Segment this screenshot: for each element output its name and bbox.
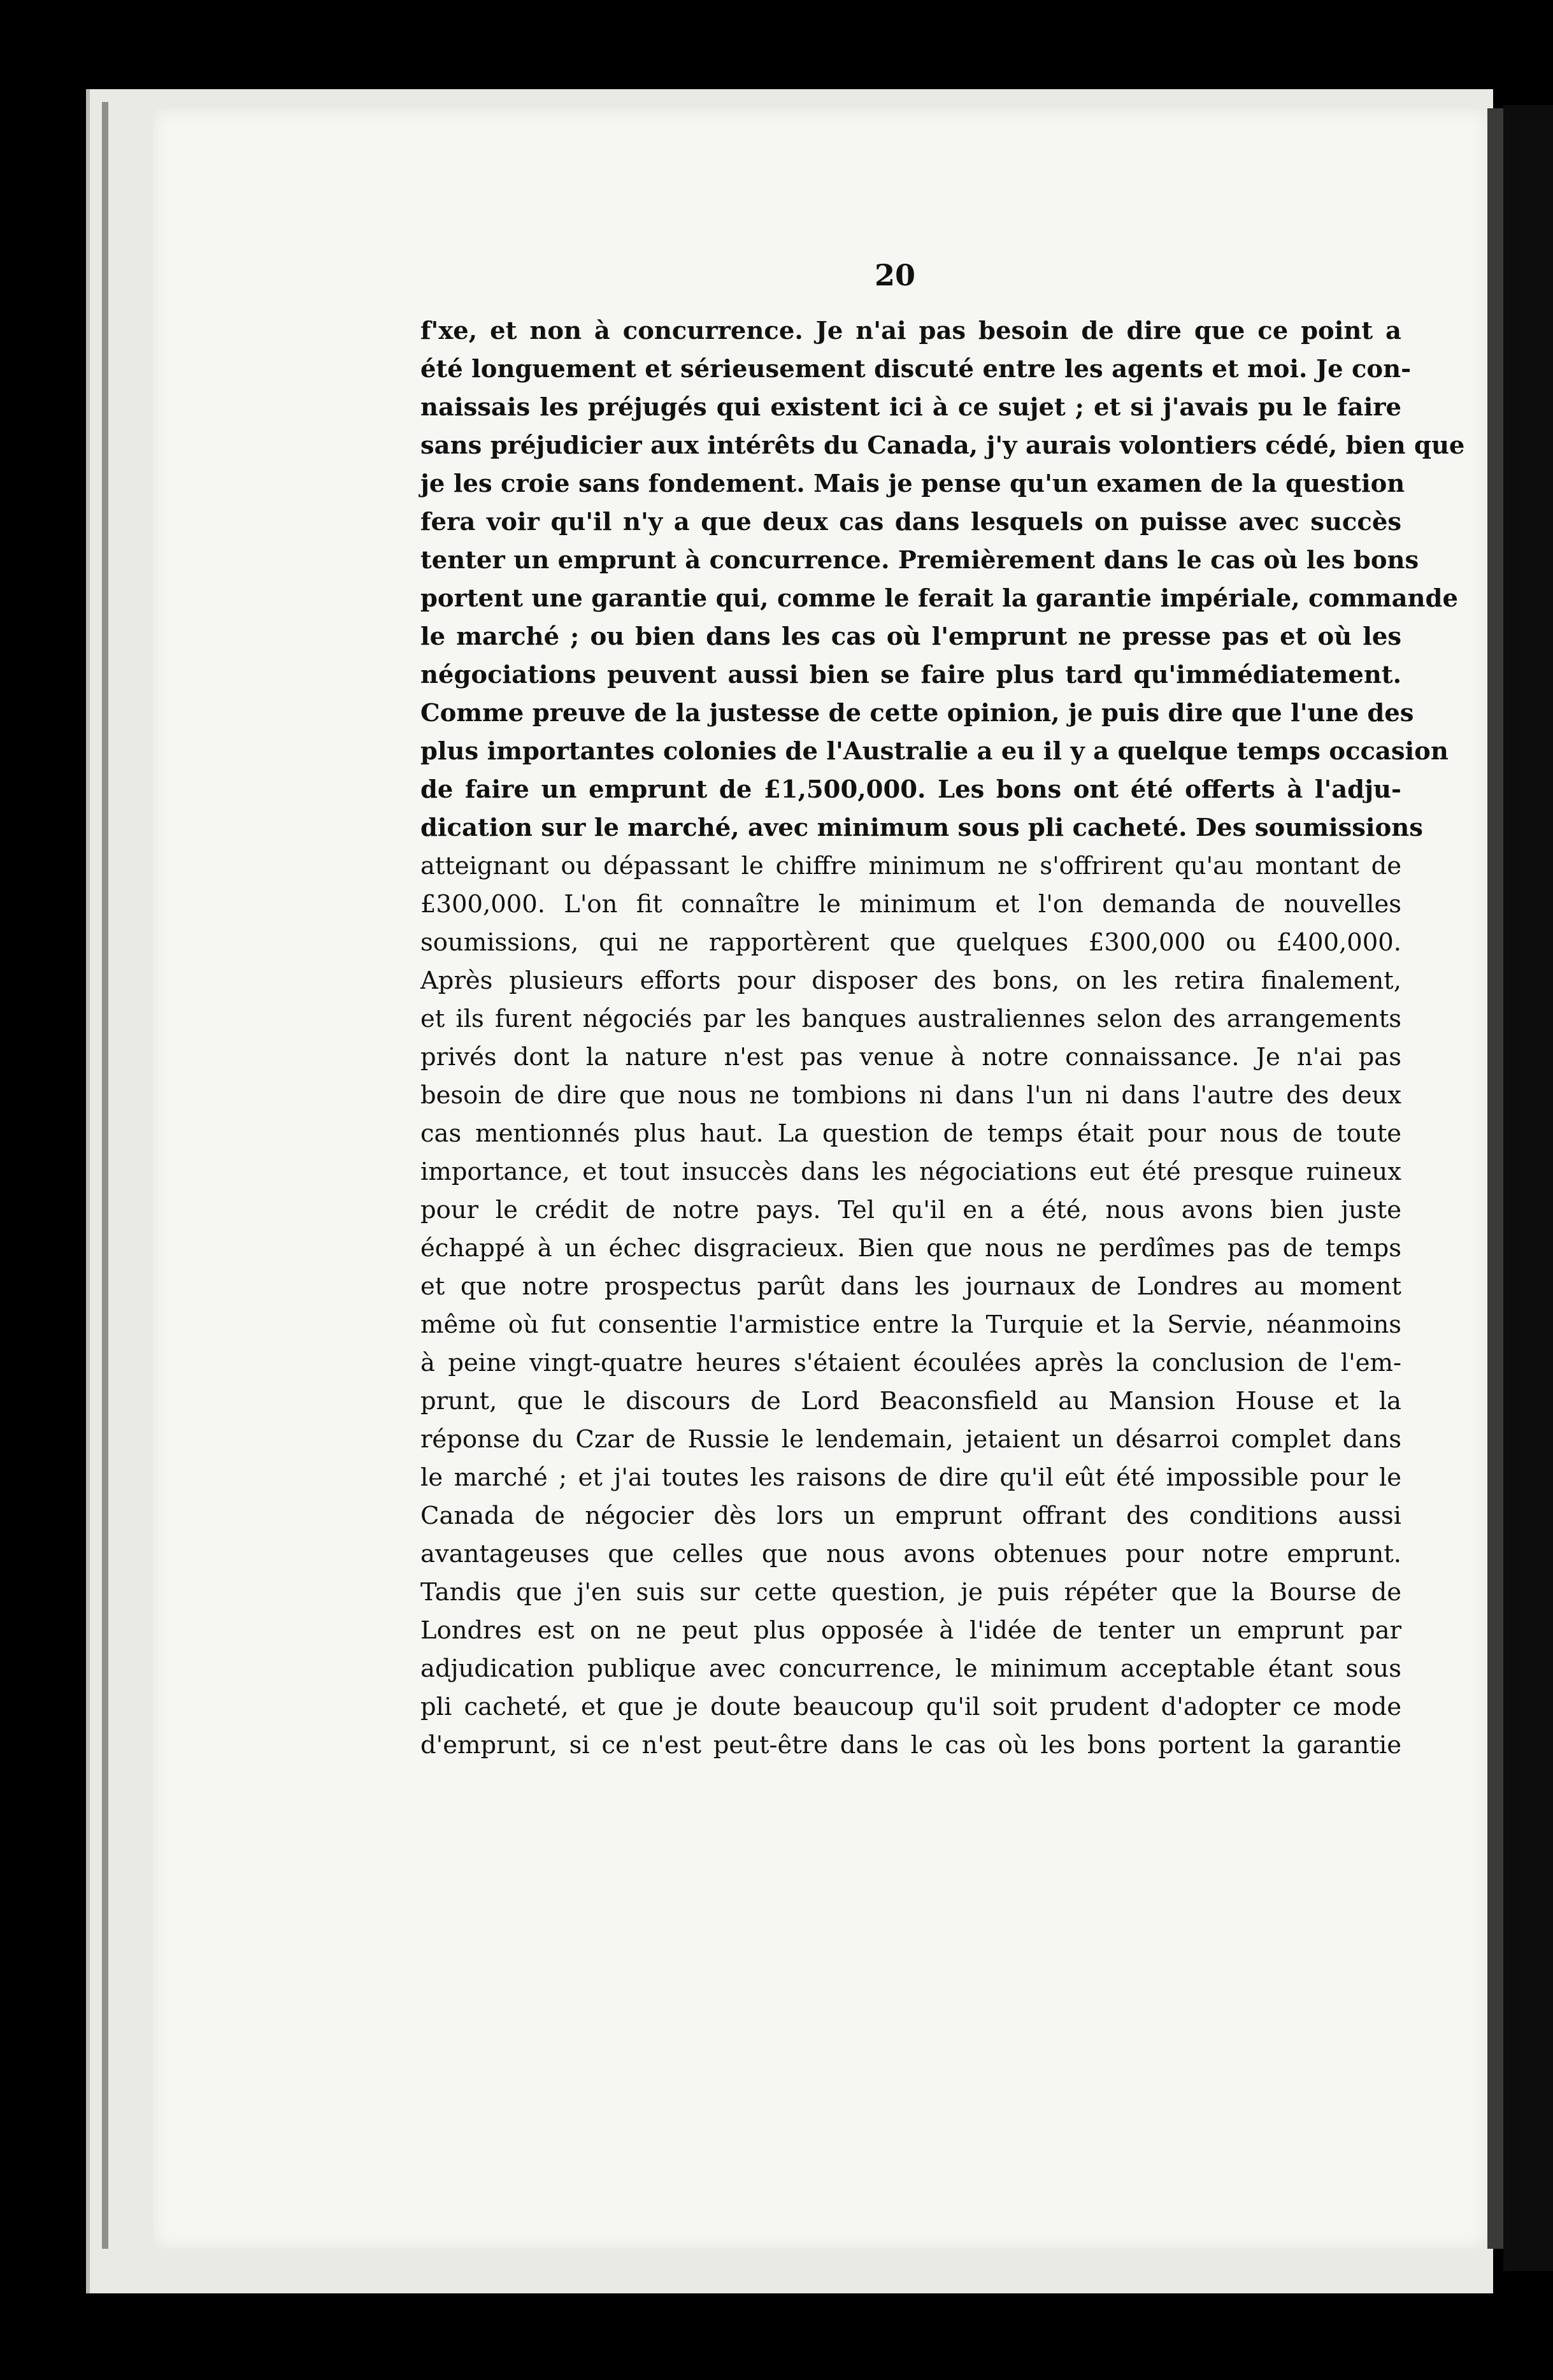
text-line: naissais les préjugés qui existent ici à ce sujet ; et si j'avais pu le faire xyxy=(420,393,1401,422)
page-number: 20 xyxy=(874,258,915,292)
text-line: été longuement et sérieusement discuté entre les agents et moi. Je con- xyxy=(420,355,1412,384)
text-line: adjudication publique avec concurrence, le minimum acceptable étant sous xyxy=(420,1654,1401,1683)
text-line: et ils furent négociés par les banques australiennes selon des arrangements xyxy=(420,1005,1401,1033)
text-line: Londres est on ne peut plus opposée à l'idée de tenter un emprunt par xyxy=(420,1616,1401,1645)
text-line: à peine vingt-quatre heures s'étaient écoulées après la conclusion de l'em- xyxy=(420,1349,1401,1377)
text-line: je les croie sans fondement. Mais je pense qu'un examen de la question xyxy=(420,470,1405,498)
text-line: Tandis que j'en suis sur cette question, je puis répéter que la Bourse de xyxy=(420,1578,1401,1607)
body-text xyxy=(420,312,1465,1765)
text-line: f'xe, et non à concurrence. Je n'ai pas besoin de dire que ce point a xyxy=(420,317,1401,345)
text-line: sans préjudicier aux intérêts du Canada, j'y aurais volontiers cédé, bien que xyxy=(420,431,1465,460)
text-line: et que notre prospectus parût dans les journaux de Londres au moment xyxy=(420,1272,1401,1301)
text-line: pli cacheté, et que je doute beaucoup qu'il soit prudent d'adopter ce mode xyxy=(420,1693,1401,1721)
text-line: pour le crédit de notre pays. Tel qu'il en a été, nous avons bien juste xyxy=(420,1196,1401,1224)
text-line: atteignant ou dépassant le chiffre minimum ne s'offrirent qu'au montant de xyxy=(420,852,1401,880)
text-line: importance, et tout insuccès dans les négociations eut été presque ruineux xyxy=(420,1158,1401,1186)
text-line: soumissions, qui ne rapportèrent que quelques £300,000 ou £400,000. xyxy=(420,928,1401,957)
text-line: plus importantes colonies de l'Australie a eu il y a quelque temps occasion xyxy=(420,737,1449,766)
text-line: d'emprunt, si ce n'est peut-être dans le cas où les bons portent la garantie xyxy=(420,1731,1401,1760)
text-line: privés dont la nature n'est pas venue à notre connaissance. Je n'ai pas xyxy=(420,1043,1401,1072)
text-line: fera voir qu'il n'y a que deux cas dans lesquels on puisse avec succès xyxy=(420,508,1401,536)
page-gutter-shadow xyxy=(1487,108,1505,2249)
text-line: le marché ; et j'ai toutes les raisons de dire qu'il eût été impossible pour le xyxy=(420,1463,1401,1492)
book-spine-edge xyxy=(1503,105,1553,2271)
text-line: le marché ; ou bien dans les cas où l'emprunt ne presse pas et où les xyxy=(420,622,1401,651)
text-line: négociations peuvent aussi bien se faire plus tard qu'immédiatement. xyxy=(420,661,1401,689)
text-line: tenter un emprunt à concurrence. Premièrement dans le cas où les bons xyxy=(420,546,1419,575)
text-line: prunt, que le discours de Lord Beaconsfield au Mansion House et la xyxy=(420,1387,1401,1416)
text-line: même où fut consentie l'armistice entre la Turquie et la Servie, néanmoins xyxy=(420,1310,1401,1339)
text-line: Canada de négocier dès lors un emprunt offrant des conditions aussi xyxy=(420,1502,1401,1530)
text-line: Après plusieurs efforts pour disposer des bons, on les retira finalement, xyxy=(420,966,1401,995)
text-line: Comme preuve de la justesse de cette opinion, je puis dire que l'une des xyxy=(420,699,1414,728)
text-line: besoin de dire que nous ne tombions ni dans l'un ni dans l'autre des deux xyxy=(420,1081,1401,1110)
text-line: réponse du Czar de Russie le lendemain, jetaient un désarroi complet dans xyxy=(420,1425,1401,1454)
text-line: portent une garantie qui, comme le ferait la garantie impériale, commande xyxy=(420,584,1458,613)
text-line: échappé à un échec disgracieux. Bien que nous ne perdîmes pas de temps xyxy=(420,1234,1401,1263)
text-line: de faire un emprunt de £1,500,000. Les bons ont été offerts à l'adju- xyxy=(420,775,1401,804)
back-sheet-edge xyxy=(102,102,108,2249)
text-line: avantageuses que celles que nous avons obtenues pour notre emprunt. xyxy=(420,1540,1401,1568)
text-line: dication sur le marché, avec minimum sous pli cacheté. Des soumissions xyxy=(420,814,1423,842)
text-line: £300,000. L'on fit connaître le minimum et l'on demanda de nouvelles xyxy=(420,890,1401,919)
text-line: cas mentionnés plus haut. La question de temps était pour nous de toute xyxy=(420,1119,1401,1148)
